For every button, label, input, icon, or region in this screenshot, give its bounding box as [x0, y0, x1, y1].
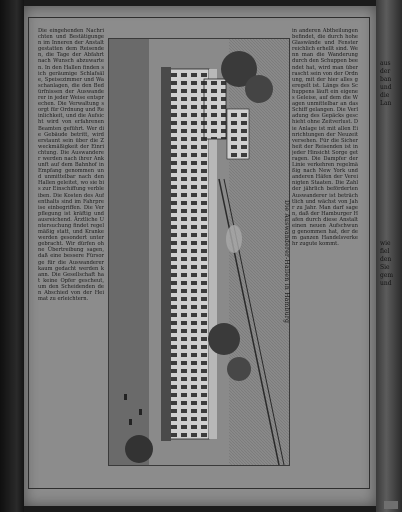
- right-text-column: in anderen Abtheilungen befindet, die durch hohe Glaswände und Fenster reichlich erhellt sind. Wenn man die Wanderung durch den Schuppen beendet hat, wird man überrascht sein von der Ordnung, mit der hier alles geregelt ist. Längs des Schuppens läuft ein eigenes Geleise, auf dem die Wagen unmittelbar an das Schiff gelangen. Die Verladung des Gepäcks geschieht ohne Zeitverlust. Die Anlage ist mit allen Einrichtungen der Neuzeit versehen. Für die Sicherheit der Reisenden ist in jeder Hinsicht Sorge getragen. Die Dampfer der Linie verkehren regelmäßig nach New York und anderen Häfen der Vereinigten Staaten. Die Zahl der jährlich beförderten Auswanderer ist beträchtlich und wächst von Jahr zu Jahr. Man darf sagen, daß der Hamburger Hafen durch diese Anstalt einen neuen Aufschwung genommen hat, der dem ganzen Handelsverkehr zugute kommt.: [292, 28, 358, 248]
- left-text-column: Die eingehenden Nachrichten und Bestätigungen im Inneren der Anstalt gestatten dem Reisenden, die Tage der Abfahrt nach Wunsch abzuwarten. In den Hallen finden sich geräumige Schlafsäle, Speisezimmer und Waschanlagen, die den Bedürfnissen der Auswanderer in jeder Weise entsprechen. Die Verwaltung sorgt für Ordnung und Reinlichkeit, und die Aufsicht wird von erfahrenen Beamten geführt. Wer die Gebäude betritt, wird erstaunt sein über die Zweckmäßigkeit der Einrichtung. Die Auswanderer werden nach ihrer Ankunft auf dem Bahnhof in Empfang genommen und unmittelbar nach den Hallen geleitet, wo sie bis zur Einschiffung verbleiben. Die Kosten des Aufenthalts sind im Fahrpreise einbegriffen. Die Verpflegung ist kräftig und ausreichend. Ärztliche Untersuchung findet regelmäßig statt, und Kranke werden gesondert untergebracht. Wir dürfen ohne Übertreibung sagen, daß eine bessere Fürsorge für die Auswanderer kaum gedacht werden kann. Die Gesellschaft hat keine Opfer gescheut, um den Scheidenden den Abschied von der Heimat zu erleichtern.: [38, 28, 104, 303]
- engraving-image: [109, 39, 289, 465]
- spread-fragment: Lan: [380, 100, 392, 107]
- spread-fragment: gem: [380, 272, 394, 279]
- spread-fragment: und: [380, 280, 392, 287]
- spread-fragment: wie: [380, 240, 391, 247]
- left-page-edge: [0, 0, 24, 512]
- building-illustration: [108, 38, 290, 466]
- spread-fragment: Sie: [380, 264, 390, 271]
- right-page-edge: [376, 0, 402, 512]
- page-corner: [384, 501, 398, 509]
- spread-fragment: fiel: [380, 248, 390, 255]
- spread-fragment: der: [380, 68, 391, 75]
- spread-fragment: und: [380, 84, 392, 91]
- spread-fragment: aus: [380, 60, 391, 67]
- illustration-caption: Die Auswanderer-Hallen in Hamburg: [283, 200, 290, 324]
- spread-fragment: den: [380, 256, 392, 263]
- spread-fragment: ban: [380, 76, 392, 83]
- spread-fragment: die: [380, 92, 390, 99]
